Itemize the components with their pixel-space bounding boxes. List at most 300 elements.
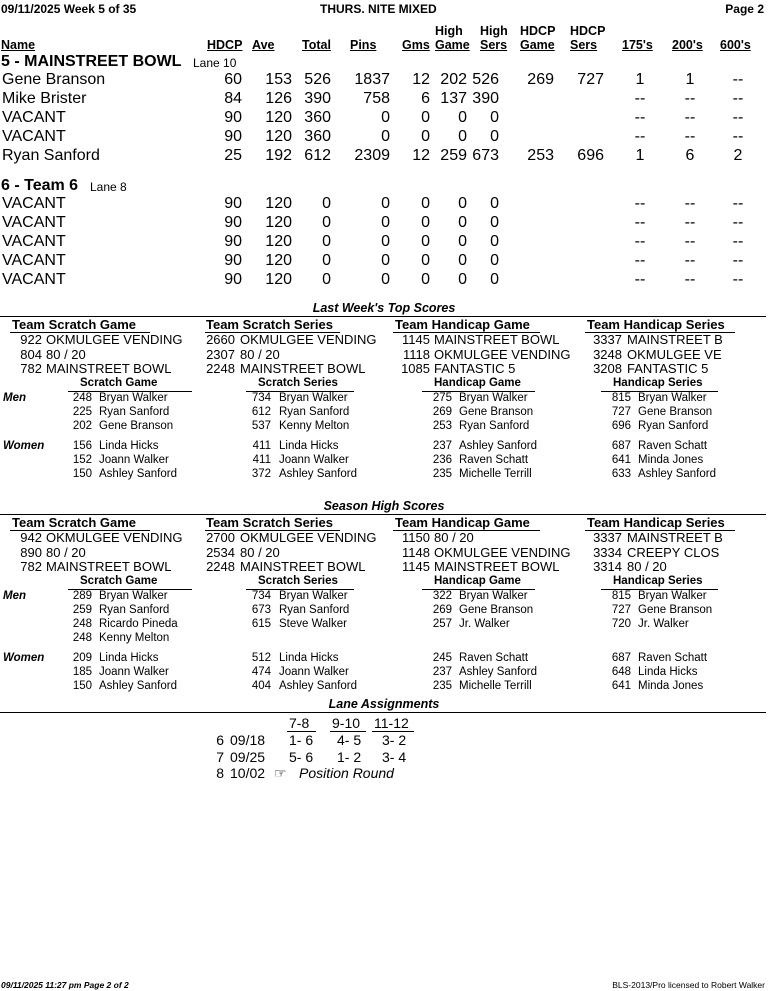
bowler-ave: 120 xyxy=(265,195,292,212)
men-score-value: 269 xyxy=(432,406,452,418)
bowler-hdcp: 84 xyxy=(224,90,242,107)
women-score-value: 235 xyxy=(432,680,452,692)
men-score-name: Bryan Walker xyxy=(459,590,528,602)
women-score-value: 404 xyxy=(251,680,271,692)
team-score-name: MAINSTREET BOWL xyxy=(434,332,560,347)
men-score-name: Bryan Walker xyxy=(638,392,707,404)
team-score-value: 1148 xyxy=(402,544,430,560)
individual-category-label: Handicap Series xyxy=(613,377,703,389)
bowler-c600: -- xyxy=(732,90,744,107)
bowler-row xyxy=(0,71,768,90)
footer-timestamp: 09/11/2025 11:27 pm Page 2 of 2 xyxy=(1,980,129,990)
bowler-total: 612 xyxy=(304,147,331,164)
section-title: Season High Scores xyxy=(323,499,445,513)
col-header-hdcp-sers-top: HDCP xyxy=(570,24,606,38)
bowler-total: 526 xyxy=(304,71,331,88)
bowler-total: 0 xyxy=(322,195,331,212)
team-score-value: 2248 xyxy=(206,559,235,574)
bowler-hdcp: 90 xyxy=(224,233,242,250)
women-score-name: Linda Hicks xyxy=(638,666,698,678)
bowler-gms: 0 xyxy=(421,233,430,250)
women-score-value: 150 xyxy=(72,680,92,692)
men-score-value: 673 xyxy=(251,604,271,616)
bowler-hg: 137 xyxy=(440,90,467,107)
team-score-name: 80 / 20 xyxy=(46,544,86,560)
women-score-name: Joann Walker xyxy=(279,666,349,678)
team-score-name: OKMULGEE VENDING xyxy=(46,332,183,347)
bowler-c175: -- xyxy=(634,252,646,269)
women-score-value: 687 xyxy=(611,440,631,452)
bowler-gms: 0 xyxy=(421,109,430,126)
bowler-ave: 153 xyxy=(265,71,292,88)
bowler-pins: 1837 xyxy=(354,71,390,88)
bowler-c600: 2 xyxy=(733,147,743,164)
team-category-label: Team Scratch Game xyxy=(12,515,137,530)
bowler-name: VACANT xyxy=(2,195,66,212)
men-score-name: Bryan Walker xyxy=(99,590,168,602)
men-score-value: 248 xyxy=(72,392,92,404)
bowler-c200: -- xyxy=(684,195,696,212)
individual-category-label: Scratch Game xyxy=(80,575,158,587)
women-score-value: 641 xyxy=(611,454,631,466)
team-score-name: 80 / 20 xyxy=(240,346,280,362)
men-score-value: 734 xyxy=(251,392,271,404)
bowler-c200: -- xyxy=(684,214,696,231)
women-score-name: Raven Schatt xyxy=(459,652,529,664)
bowler-hg: 259 xyxy=(440,147,467,164)
bowler-gms: 0 xyxy=(421,128,430,145)
men-score-value: 612 xyxy=(251,406,271,418)
col-header-hdcp-sers-bottom: Sers xyxy=(570,38,598,52)
team-title: 6 - Team 6 xyxy=(1,177,79,194)
team-score-value: 1085 xyxy=(401,361,430,376)
bowler-row xyxy=(0,90,768,109)
league-name: THURS. NITE MIXED xyxy=(320,2,437,16)
team-score-value: 804 xyxy=(20,346,42,362)
bowler-name: VACANT xyxy=(2,109,66,126)
women-score-value: 633 xyxy=(611,468,631,480)
bowler-name: VACANT xyxy=(2,128,66,145)
bowler-c200: -- xyxy=(684,128,696,145)
men-score-name: Bryan Walker xyxy=(638,590,707,602)
bowler-gms: 0 xyxy=(421,214,430,231)
team-score-name: 80 / 20 xyxy=(46,346,86,362)
team-score-name: OKMULGEE VE xyxy=(627,346,722,362)
men-score-value: 248 xyxy=(72,618,92,630)
men-score-name: Jr. Walker xyxy=(459,618,510,630)
bowler-ave: 120 xyxy=(265,214,292,231)
bowler-row xyxy=(0,109,768,128)
men-score-value: 202 xyxy=(72,420,92,432)
women-score-value: 209 xyxy=(72,652,92,664)
bowler-hg: 0 xyxy=(458,195,467,212)
team-category-label: Team Scratch Series xyxy=(206,317,333,332)
team-score-name: 80 / 20 xyxy=(240,544,280,560)
bowler-c175: -- xyxy=(634,90,646,107)
team-score-name: CREEPY CLOS xyxy=(627,544,720,560)
team-score-value: 3334 xyxy=(593,544,622,560)
team-score-name: OKMULGEE VENDING xyxy=(434,544,571,560)
bowler-name: VACANT xyxy=(2,233,66,250)
team-score-name: OKMULGEE VENDING xyxy=(240,332,377,347)
team-score-value: 3337 xyxy=(593,530,622,545)
team-score-name: MAINSTREET BOWL xyxy=(434,559,560,574)
team-category-label: Team Handicap Game xyxy=(395,515,530,530)
individual-category-label: Handicap Game xyxy=(434,377,521,389)
women-score-name: Ashley Sanford xyxy=(99,468,177,480)
bowler-total: 360 xyxy=(304,128,331,145)
women-score-name: Raven Schatt xyxy=(459,454,529,466)
individual-category-label: Scratch Game xyxy=(80,377,158,389)
bowler-row xyxy=(0,252,768,271)
women-score-name: Michelle Terrill xyxy=(459,468,532,480)
lane-pair-header: 7-8 xyxy=(289,715,310,731)
col-header-ave: Ave xyxy=(252,38,275,52)
men-score-value: 727 xyxy=(611,406,631,418)
bowler-hg: 0 xyxy=(458,214,467,231)
men-score-name: Jr. Walker xyxy=(638,618,689,630)
col-header-c200: 200's xyxy=(672,38,703,52)
bowler-c175: -- xyxy=(634,109,646,126)
bowler-row xyxy=(0,128,768,147)
bowler-pins: 0 xyxy=(381,128,390,145)
bowler-hdcp: 90 xyxy=(224,214,242,231)
bowler-hg: 0 xyxy=(458,109,467,126)
bowler-pins: 0 xyxy=(381,233,390,250)
bowler-pins: 0 xyxy=(381,214,390,231)
bowler-row xyxy=(0,147,768,166)
team-score-value: 1150 xyxy=(402,530,430,545)
bowler-hg: 0 xyxy=(458,271,467,288)
bowler-c600: -- xyxy=(732,128,744,145)
men-score-name: Ryan Sanford xyxy=(99,604,170,616)
bowler-hg: 0 xyxy=(458,233,467,250)
bowler-hg: 0 xyxy=(458,128,467,145)
women-score-value: 245 xyxy=(432,652,452,664)
men-label: Men xyxy=(3,392,26,404)
bowler-gms: 12 xyxy=(412,147,430,164)
men-score-value: 289 xyxy=(72,590,92,602)
lane-pairing: 4- 5 xyxy=(337,732,362,748)
team-score-value: 942 xyxy=(20,530,42,545)
bowler-c600: -- xyxy=(732,233,744,250)
women-score-name: Joann Walker xyxy=(279,454,349,466)
col-header-total: Total xyxy=(302,38,331,52)
bowler-c175: 1 xyxy=(635,71,645,88)
lane-pairing: 5- 6 xyxy=(289,748,314,765)
lane-assignments-title: Lane Assignments xyxy=(328,697,440,711)
women-score-value: 150 xyxy=(72,468,92,480)
bowler-ave: 120 xyxy=(265,271,292,288)
bowler-c175: -- xyxy=(634,128,646,145)
bowler-hg: 202 xyxy=(440,71,467,88)
men-score-name: Gene Branson xyxy=(638,604,713,616)
men-score-name: Gene Branson xyxy=(459,604,534,616)
page-number: Page 2 xyxy=(725,2,764,16)
women-score-value: 185 xyxy=(72,666,92,678)
lane-week-number: 7 xyxy=(216,748,224,765)
men-score-value: 696 xyxy=(611,420,631,432)
bowler-hds: 727 xyxy=(577,71,604,88)
women-score-name: Linda Hicks xyxy=(279,652,339,664)
bowler-c175: -- xyxy=(634,195,646,212)
women-score-name: Ashley Sanford xyxy=(99,680,177,692)
team-lane: Lane 10 xyxy=(193,56,237,70)
bowler-hdcp: 25 xyxy=(224,147,242,164)
team-score-name: MAINSTREET BOWL xyxy=(46,559,172,574)
bowler-hdcp: 90 xyxy=(224,128,242,145)
col-header-high-game-bottom: Game xyxy=(435,38,470,52)
bowler-c600: -- xyxy=(732,271,744,288)
col-header-hdcp: HDCP xyxy=(207,38,243,52)
women-score-value: 474 xyxy=(251,666,271,678)
lane-pairing: 3- 2 xyxy=(382,732,407,748)
bowler-hdcp: 60 xyxy=(224,71,242,88)
team-score-name: OKMULGEE VENDING xyxy=(434,346,571,362)
men-score-value: 269 xyxy=(432,604,452,616)
men-score-name: Gene Branson xyxy=(459,406,534,418)
bowler-hdcp: 90 xyxy=(224,252,242,269)
team-score-value: 782 xyxy=(20,361,42,376)
bowler-c600: -- xyxy=(732,252,744,269)
bowler-hs: 390 xyxy=(472,90,499,107)
men-score-value: 257 xyxy=(432,618,452,630)
individual-category-label: Scratch Series xyxy=(258,377,338,389)
women-score-value: 641 xyxy=(611,680,631,692)
bowler-hdcp: 90 xyxy=(224,271,242,288)
lane-week-number: 8 xyxy=(216,765,224,781)
men-score-value: 537 xyxy=(251,420,271,432)
women-score-value: 648 xyxy=(611,666,631,678)
bowler-hds: 696 xyxy=(577,147,604,164)
lane-pair-header: 9-10 xyxy=(332,715,361,731)
team-score-name: MAINSTREET BOWL xyxy=(240,361,366,376)
team-score-name: OKMULGEE VENDING xyxy=(240,530,377,545)
women-score-name: Michelle Terrill xyxy=(459,680,532,692)
women-score-value: 156 xyxy=(72,440,92,452)
men-score-name: Bryan Walker xyxy=(459,392,528,404)
bowler-hs: 673 xyxy=(472,147,499,164)
team-lane: Lane 8 xyxy=(90,180,127,194)
men-score-name: Ryan Sanford xyxy=(459,420,530,432)
women-score-name: Linda Hicks xyxy=(99,440,159,452)
men-score-name: Ryan Sanford xyxy=(279,604,350,616)
pointing-hand-icon: ☞ xyxy=(274,765,287,781)
men-score-name: Ryan Sanford xyxy=(279,406,350,418)
bowler-hdg: 253 xyxy=(527,147,554,164)
women-score-name: Ashley Sanford xyxy=(459,666,537,678)
men-score-name: Kenny Melton xyxy=(279,420,350,432)
individual-category-label: Handicap Game xyxy=(434,575,521,587)
team-score-name: FANTASTIC 5 xyxy=(627,361,709,376)
team-category-label: Team Handicap Series xyxy=(587,317,725,332)
men-score-name: Ryan Sanford xyxy=(638,420,709,432)
col-header-high-sers-top: High xyxy=(480,24,508,38)
women-score-value: 236 xyxy=(432,454,452,466)
bowler-hdcp: 90 xyxy=(224,109,242,126)
team-score-value: 2307 xyxy=(206,346,235,362)
men-score-name: Bryan Walker xyxy=(279,590,348,602)
col-header-c175: 175's xyxy=(622,38,653,52)
bowler-name: Ryan Sanford xyxy=(2,147,100,164)
bowler-pins: 758 xyxy=(363,90,390,107)
bowler-hs: 0 xyxy=(490,252,499,269)
bowler-c175: 1 xyxy=(635,147,645,164)
bowler-c600: -- xyxy=(732,214,744,231)
bowler-c600: -- xyxy=(732,109,744,126)
women-score-name: Raven Schatt xyxy=(638,652,708,664)
women-score-name: Linda Hicks xyxy=(279,440,339,452)
women-score-name: Raven Schatt xyxy=(638,440,708,452)
bowler-c200: -- xyxy=(684,233,696,250)
men-score-value: 225 xyxy=(72,406,92,418)
bowler-name: Mike Brister xyxy=(2,90,87,107)
bowler-hs: 526 xyxy=(472,71,499,88)
bowler-hs: 0 xyxy=(490,214,499,231)
bowler-hs: 0 xyxy=(490,233,499,250)
bowler-row xyxy=(0,214,768,233)
individual-category-label: Handicap Series xyxy=(613,575,703,587)
men-score-value: 734 xyxy=(251,590,271,602)
bowler-total: 0 xyxy=(322,252,331,269)
team-score-name: MAINSTREET BOWL xyxy=(240,559,366,574)
women-score-name: Ashley Sanford xyxy=(459,440,537,452)
women-score-value: 687 xyxy=(611,652,631,664)
women-score-name: Minda Jones xyxy=(638,680,704,692)
bowler-c175: -- xyxy=(634,214,646,231)
bowler-c200: -- xyxy=(684,252,696,269)
team-score-value: 2660 xyxy=(206,332,235,347)
team-score-name: 80 / 20 xyxy=(627,559,667,574)
women-score-value: 411 xyxy=(252,454,271,466)
bowler-gms: 12 xyxy=(412,71,430,88)
men-score-value: 615 xyxy=(251,618,271,630)
team-category-label: Team Scratch Game xyxy=(12,317,137,332)
bowler-c175: -- xyxy=(634,271,646,288)
report-date-week: 09/11/2025 Week 5 of 35 xyxy=(1,2,137,16)
bowler-hdg: 269 xyxy=(527,71,554,88)
women-score-name: Ashley Sanford xyxy=(638,468,716,480)
bowler-hs: 0 xyxy=(490,195,499,212)
bowler-c200: -- xyxy=(684,271,696,288)
bowler-total: 390 xyxy=(304,90,331,107)
men-score-value: 275 xyxy=(432,392,452,404)
team-score-name: FANTASTIC 5 xyxy=(434,361,516,376)
team-score-name: MAINSTREET B xyxy=(627,332,723,347)
team-score-value: 1118 xyxy=(403,346,430,362)
col-header-name: Name xyxy=(1,38,36,52)
team-score-name: MAINSTREET B xyxy=(627,530,723,545)
team-score-value: 3248 xyxy=(593,346,622,362)
bowler-hs: 0 xyxy=(490,271,499,288)
team-score-value: 1145 xyxy=(402,332,430,347)
women-score-name: Minda Jones xyxy=(638,454,704,466)
men-score-value: 248 xyxy=(72,632,92,644)
lane-week-date: 09/18 xyxy=(230,732,266,748)
individual-category-label: Scratch Series xyxy=(258,575,338,587)
women-score-name: Ashley Sanford xyxy=(279,468,357,480)
men-score-name: Gene Branson xyxy=(99,420,174,432)
women-score-value: 237 xyxy=(432,666,452,678)
lane-pairing: 1- 6 xyxy=(289,732,314,748)
men-score-name: Gene Branson xyxy=(638,406,713,418)
position-round-note: Position Round xyxy=(299,765,394,781)
bowler-gms: 0 xyxy=(421,252,430,269)
team-score-value: 922 xyxy=(20,332,42,347)
bowler-hdcp: 90 xyxy=(224,195,242,212)
bowler-pins: 0 xyxy=(381,252,390,269)
team-category-label: Team Scratch Series xyxy=(206,515,333,530)
bowler-total: 0 xyxy=(322,214,331,231)
women-score-value: 512 xyxy=(251,652,271,664)
bowler-hg: 0 xyxy=(458,252,467,269)
team-title: 5 - MAINSTREET BOWL xyxy=(1,53,182,70)
bowler-gms: 0 xyxy=(421,195,430,212)
lane-week-date: 10/02 xyxy=(230,765,266,781)
bowler-total: 0 xyxy=(322,233,331,250)
team-score-value: 3337 xyxy=(593,332,622,347)
bowler-total: 0 xyxy=(322,271,331,288)
col-header-gms: Gms xyxy=(402,38,430,52)
col-header-pins: Pins xyxy=(350,38,377,52)
women-score-name: Joann Walker xyxy=(99,666,169,678)
bowler-hs: 0 xyxy=(490,128,499,145)
team-score-name: MAINSTREET BOWL xyxy=(46,361,172,376)
men-score-name: Kenny Melton xyxy=(99,632,170,644)
bowler-name: VACANT xyxy=(2,214,66,231)
men-score-name: Bryan Walker xyxy=(279,392,348,404)
women-score-value: 372 xyxy=(251,468,271,480)
men-score-name: Bryan Walker xyxy=(99,392,168,404)
col-header-high-game-top: High xyxy=(435,24,463,38)
bowler-c200: -- xyxy=(684,109,696,126)
women-score-value: 237 xyxy=(432,440,452,452)
col-header-hdcp-game-bottom: Game xyxy=(520,38,555,52)
women-score-name: Ashley Sanford xyxy=(279,680,357,692)
lane-week-number: 6 xyxy=(216,732,224,748)
men-score-value: 322 xyxy=(432,590,452,602)
col-header-c600: 600's xyxy=(720,38,751,52)
bowler-ave: 120 xyxy=(265,128,292,145)
team-score-name: 80 / 20 xyxy=(434,530,474,545)
bowler-ave: 192 xyxy=(265,147,292,164)
men-score-value: 259 xyxy=(72,604,92,616)
bowler-gms: 6 xyxy=(421,90,430,107)
team-score-value: 2248 xyxy=(206,361,235,376)
bowler-row xyxy=(0,271,768,290)
team-score-value: 2534 xyxy=(206,544,235,560)
team-score-value: 890 xyxy=(20,544,42,560)
men-score-value: 720 xyxy=(611,618,631,630)
lane-pairing: 3- 4 xyxy=(382,748,407,765)
bowler-c600: -- xyxy=(732,195,744,212)
bowler-ave: 120 xyxy=(265,109,292,126)
lane-pair-header: 11-12 xyxy=(374,715,409,731)
men-score-value: 253 xyxy=(432,420,452,432)
women-score-value: 411 xyxy=(252,440,271,452)
lane-pairing: 1- 2 xyxy=(337,748,362,765)
men-score-name: Ryan Sanford xyxy=(99,406,170,418)
team-score-value: 1145 xyxy=(402,559,430,574)
bowler-c600: -- xyxy=(732,71,744,88)
women-score-name: Linda Hicks xyxy=(99,652,159,664)
bowler-name: VACANT xyxy=(2,271,66,288)
women-score-value: 235 xyxy=(432,468,452,480)
bowler-ave: 120 xyxy=(265,233,292,250)
bowler-name: Gene Branson xyxy=(2,71,106,88)
bowler-c200: -- xyxy=(684,90,696,107)
women-label: Women xyxy=(3,652,45,664)
